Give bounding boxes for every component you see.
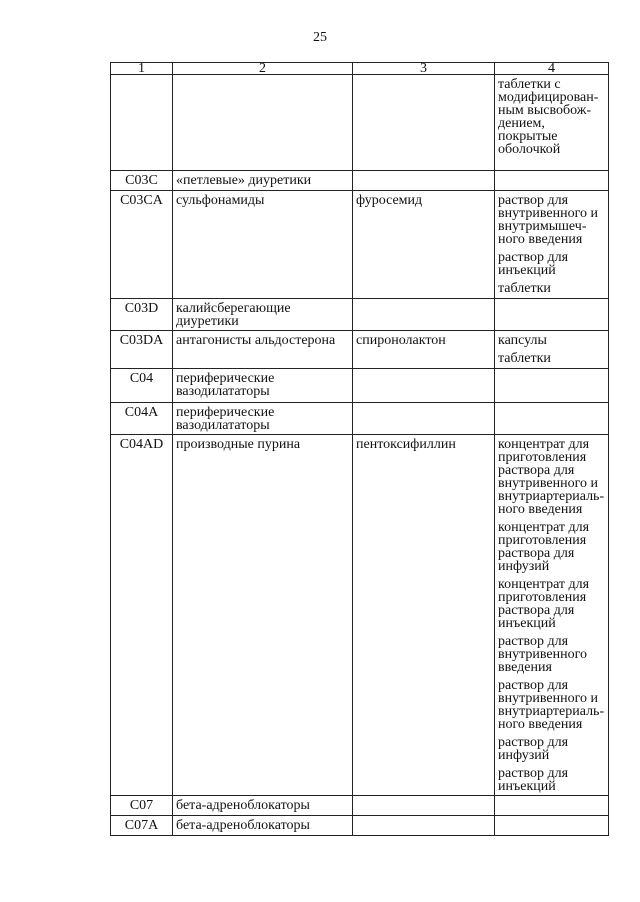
dosage-form-item: раствор для внутривенного и внутримышеч-ного введения <box>498 193 598 247</box>
dosage-form-item: раствор для внутривенного и внутриартериаль-ного введения <box>498 678 605 732</box>
dosage-form-item: таблетки <box>498 351 551 366</box>
drug-name-cell <box>353 403 495 435</box>
anatomical-therapeutic-group-cell <box>173 75 353 171</box>
drug-name-cell <box>353 171 495 191</box>
drug-name-cell: пентоксифиллин <box>353 435 495 796</box>
atc-code-cell: C03CA <box>111 191 173 299</box>
anatomical-therapeutic-group-cell: антагонисты альдостерона <box>173 331 353 369</box>
table-row <box>111 796 609 816</box>
anatomical-therapeutic-group-cell: калийсберегающие диуретики <box>173 299 353 331</box>
dosage-forms-cell <box>495 369 609 403</box>
anatomical-therapeutic-group-cell: «петлевые» диуретики <box>173 171 353 191</box>
atc-code-cell: C04AD <box>111 435 173 796</box>
table-body <box>111 75 609 836</box>
table-row <box>111 331 609 369</box>
dosage-form-item: раствор для инфузий <box>498 735 569 763</box>
dosage-form-item: таблетки <box>498 281 551 296</box>
dosage-forms-cell <box>495 331 609 369</box>
dosage-form-item: концентрат для приготовления раствора для инъекций <box>498 577 590 631</box>
drug-name-cell <box>353 75 495 171</box>
drug-name-cell <box>353 816 495 836</box>
dosage-form-item: таблетки с модифицирован-ным высвобож-дением, покрытые оболочкой <box>498 77 599 157</box>
atc-code-cell: C03D <box>111 299 173 331</box>
table-row <box>111 191 609 299</box>
page-number: 25 <box>313 30 327 45</box>
column-header: 1 <box>111 63 173 75</box>
dosage-form-item: концентрат для приготовления раствора для инфузий <box>498 520 590 574</box>
anatomical-therapeutic-group-cell: бета-адреноблокаторы <box>173 796 353 816</box>
table-row <box>111 75 609 171</box>
drug-name-cell <box>353 796 495 816</box>
dosage-form-item: раствор для инъекций <box>498 250 569 278</box>
dosage-form-item: концентрат для приготовления раствора для внутривенного и внутриартериаль-ного введения <box>498 437 605 517</box>
table-row <box>111 299 609 331</box>
table-row <box>111 171 609 191</box>
anatomical-therapeutic-group-cell: сульфонамиды <box>173 191 353 299</box>
drug-name-cell <box>353 299 495 331</box>
dosage-form-item: капсулы <box>498 333 547 348</box>
atc-code-cell: C04 <box>111 369 173 403</box>
dosage-form-item: раствор для инъекций <box>498 766 569 794</box>
drug-name-cell: спиронолактон <box>353 331 495 369</box>
table-row <box>111 435 609 796</box>
table-row <box>111 816 609 836</box>
atc-code-cell: C07 <box>111 796 173 816</box>
dosage-forms-cell <box>495 75 609 171</box>
dosage-forms-cell <box>495 299 609 331</box>
dosage-form-item: раствор для внутривенного введения <box>498 634 588 675</box>
table-row <box>111 403 609 435</box>
dosage-forms-cell <box>495 796 609 816</box>
dosage-forms-cell <box>495 403 609 435</box>
dosage-forms-cell <box>495 171 609 191</box>
column-header: 2 <box>173 63 353 75</box>
atc-code-cell: C04A <box>111 403 173 435</box>
column-number-row <box>111 63 609 75</box>
atc-code-cell <box>111 75 173 171</box>
anatomical-therapeutic-group-cell: периферические вазодилататоры <box>173 403 353 435</box>
dosage-forms-cell <box>495 191 609 299</box>
column-header: 4 <box>495 63 609 75</box>
anatomical-therapeutic-group-cell: производные пурина <box>173 435 353 796</box>
atc-code-cell: C03C <box>111 171 173 191</box>
drug-name-cell: фуросемид <box>353 191 495 299</box>
anatomical-therapeutic-group-cell: бета-адреноблокаторы <box>173 816 353 836</box>
anatomical-therapeutic-group-cell: периферические вазодилататоры <box>173 369 353 403</box>
dosage-forms-cell <box>495 435 609 796</box>
atc-code-cell: C03DA <box>111 331 173 369</box>
column-header: 3 <box>353 63 495 75</box>
atc-code-cell: C07A <box>111 816 173 836</box>
dosage-forms-cell <box>495 816 609 836</box>
table-row <box>111 369 609 403</box>
drug-name-cell <box>353 369 495 403</box>
drug-table <box>110 62 609 836</box>
